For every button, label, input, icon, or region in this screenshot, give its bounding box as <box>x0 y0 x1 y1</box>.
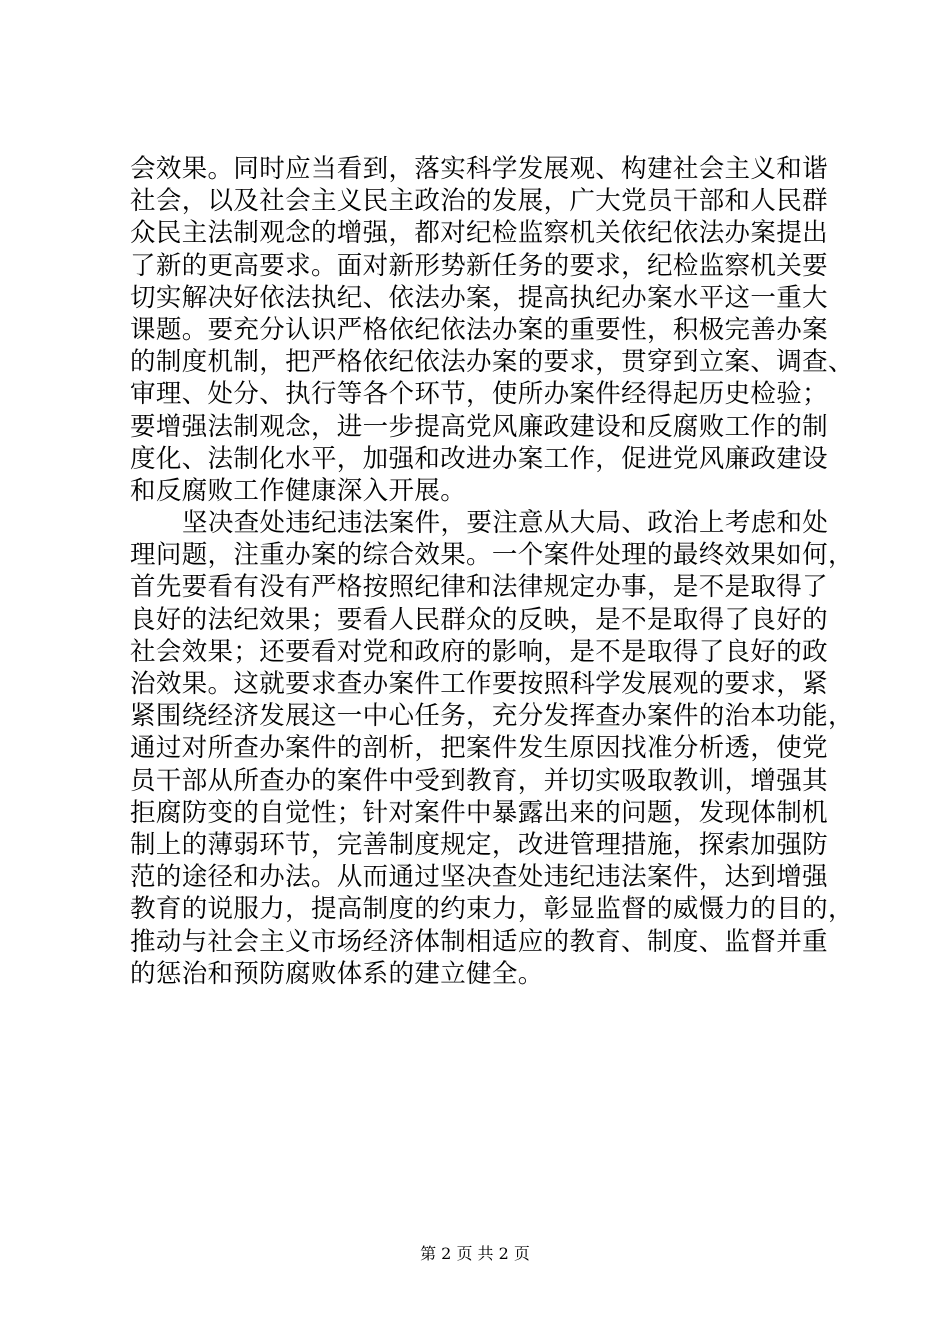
paragraph-line: 社会，以及社会主义民主政治的发展，广大党员干部和人民群 <box>130 186 828 217</box>
paragraph-line: 了新的更高要求。面对新形势新任务的要求，纪检监察机关要 <box>130 250 828 281</box>
paragraph-line: 良好的法纪效果；要看人民群众的反映，是不是取得了良好的 <box>130 604 828 635</box>
paragraph-line: 范的途径和办法。从而通过坚决查处违纪违法案件，达到增强 <box>130 862 828 893</box>
paragraph-line: 社会效果；还要看对党和政府的影响，是不是取得了良好的政 <box>130 636 828 667</box>
paragraph-1 <box>130 153 854 507</box>
paragraph-line: 审理、处分、执行等各个环节，使所办案件经得起历史检验； <box>130 379 828 410</box>
paragraph-line: 理问题，注重办案的综合效果。一个案件处理的最终效果如何， <box>130 540 854 571</box>
paragraph-line: 众民主法制观念的增强，都对纪检监察机关依纪依法办案提出 <box>130 218 828 249</box>
paragraph-line: 的制度机制，把严格依纪依法办案的要求，贯穿到立案、调查、 <box>130 347 854 378</box>
paragraph-line: 和反腐败工作健康深入开展。 <box>130 475 467 506</box>
paragraph-line: 的惩治和预防腐败体系的建立健全。 <box>130 958 544 989</box>
paragraph-line: 度化、法制化水平，加强和改进办案工作，促进党风廉政建设 <box>130 443 828 474</box>
paragraph-line: 会效果。同时应当看到，落实科学发展观、构建社会主义和谐 <box>130 154 828 184</box>
paragraph-line: 治效果。这就要求查办案件工作要按照科学发展观的要求，紧 <box>130 669 828 699</box>
page-number-footer: 第 2 页 共 2 页 <box>420 1244 530 1263</box>
document-body <box>130 153 854 990</box>
paragraph-line: 紧围绕经济发展这一中心任务，充分发挥查办案件的治本功能， <box>130 701 854 732</box>
paragraph-line: 员干部从所查办的案件中受到教育，并切实吸取教训，增强其 <box>130 765 828 796</box>
paragraph-line: 教育的说服力，提高制度的约束力，彰显监督的威慑力的目的， <box>130 894 854 925</box>
paragraph-line: 坚决查处违纪违法案件，要注意从大局、政治上考虑和处 <box>182 508 829 539</box>
paragraph-line: 首先要看有没有严格按照纪律和法律规定办事，是不是取得了 <box>130 572 828 603</box>
paragraph-line: 课题。要充分认识严格依纪依法办案的重要性，积极完善办案 <box>130 314 828 345</box>
paragraph-2 <box>130 507 854 990</box>
paragraph-line: 要增强法制观念，进一步提高党风廉政建设和反腐败工作的制 <box>130 411 828 442</box>
paragraph-line: 切实解决好依法执纪、依法办案，提高执纪办案水平这一重大 <box>130 282 828 313</box>
paragraph-line: 制上的薄弱环节，完善制度规定，改进管理措施，探索加强防 <box>130 829 828 860</box>
paragraph-line: 通过对所查办案件的剖析，把案件发生原因找准分析透，使党 <box>130 733 828 764</box>
paragraph-line: 拒腐防变的自觉性；针对案件中暴露出来的问题，发现体制机 <box>130 797 828 828</box>
paragraph-line: 推动与社会主义市场经济体制相适应的教育、制度、监督并重 <box>130 926 828 957</box>
